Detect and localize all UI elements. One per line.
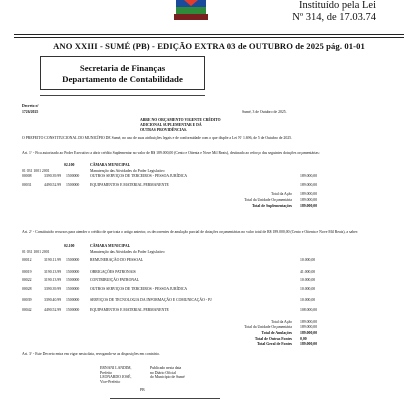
element: 3190.13.99: [44, 269, 62, 274]
table-row: [22, 258, 402, 264]
table-row: [22, 174, 402, 180]
description: CONTRIBUIÇÃO PATRONAL: [90, 278, 140, 283]
func-name: Manutenção das Atividades do Poder Legislativo: [90, 168, 165, 173]
total-value: 189.000,00: [300, 197, 318, 202]
total-label: Total da Ação: [270, 192, 292, 197]
signature-center: PB: [140, 388, 145, 392]
description: OBRIGAÇÕES PATRONAIS: [90, 269, 136, 274]
department-line-1: Secretaria de Finanças: [79, 63, 166, 73]
decree-ementa-1: ABRE NO ORÇAMENTO VIGENTE CRÉDITO: [140, 118, 221, 122]
source: 1500000: [66, 269, 80, 274]
table-row: [22, 278, 402, 284]
value: 10.000,00: [300, 297, 316, 302]
department-rule: [40, 95, 205, 96]
element: 3190.11.99: [44, 258, 61, 263]
decree-number-label: Decreto nº: [22, 104, 39, 108]
total-label: Total de Suplementações: [252, 203, 292, 208]
element: 4490.52.99: [44, 182, 62, 187]
ficha: 00019: [22, 269, 32, 274]
description: EQUIPAMENTOS E MATERIAL PERMANENTE: [90, 182, 169, 187]
source: 1500000: [66, 278, 80, 283]
org-name: CÂMARA MUNICIPAL: [90, 163, 131, 167]
source: 1500000: [66, 174, 80, 179]
description: EQUIPAMENTOS E MATERIAL PERMANENTE: [90, 308, 169, 313]
value: 189.000,00: [300, 174, 318, 179]
element: 3190.13.99: [44, 278, 62, 283]
description: SERVIÇOS DE TECNOLOGIA DA INFORMAÇÃO E COMUNICAÇÃO - PJ: [90, 297, 212, 302]
value: 10.000,00: [300, 258, 316, 263]
decree-ementa-2: ADICIONAL SUPLEMENTAR E DÁ: [140, 123, 202, 127]
table-row: [22, 270, 402, 276]
ficha: 00028: [22, 286, 32, 291]
publication-line-1: Publicado nesta data: [150, 366, 182, 370]
total-value: 189.000,00: [300, 319, 318, 324]
description: REMUNERAÇÃO DO PESSOAL: [90, 258, 144, 263]
element: 3390.40.99: [44, 297, 62, 302]
banner-top-rule-2: [14, 37, 404, 38]
institution-note: [292, 0, 376, 24]
total-label: Total da Ação: [270, 319, 292, 324]
department-line-2: Departamento de Contabilidade: [62, 74, 183, 84]
total-row: [22, 342, 402, 348]
total-label: Total da Unidade Orçamentária: [244, 325, 292, 330]
total-label: Total Geral de Fontes: [257, 342, 292, 347]
decree-art1: Art. 1º - Fica autorizado ao Poder Executivo a abrir crédito Suplementar no valor de R$ 189.000,00 (Cento e Oitenta e Nove Mil Reais), destinado ao reforço das seguintes dotações orçamentárias:: [22, 151, 320, 155]
total-label: Total da Unidade Orçamentária: [244, 197, 292, 202]
table-row: [22, 183, 402, 189]
signature-right: [150, 366, 185, 380]
ficha: 00031: [22, 182, 32, 187]
source: 1500000: [66, 308, 80, 313]
table-row: [22, 250, 402, 256]
description: OUTROS SERVIÇOS DE TERCEIROS - PESSOA JURÍDICA: [90, 286, 188, 291]
total-label: Total de Outras Fontes: [254, 336, 292, 341]
signature-rule: [110, 398, 220, 399]
decree-number: 1726/2025: [22, 110, 39, 114]
table-row: [22, 308, 402, 314]
annulment-table: [22, 244, 402, 348]
func-code: 01 031 1001 2001: [22, 168, 50, 173]
total-label: Total de Anulações: [261, 330, 292, 335]
value: 41.000,00: [300, 269, 316, 274]
edition-banner: [14, 28, 404, 54]
description: OUTROS SERVIÇOS DE TERCEIROS - PESSOA JURÍDICA: [90, 174, 188, 179]
total-row: [22, 204, 402, 210]
element: 3390.39.99: [44, 286, 62, 291]
value: 10.000,00: [300, 278, 316, 283]
decree-preamble: O PREFEITO CONSTITUCIONAL DO MUNICÍPIO DE Sumé, no uso de suas atribuições legais e de conformidade com o que dispõe a Lei Nº 1.696, de 5 de Outubro de 2025.: [22, 136, 292, 140]
func-code: 01 031 1001 2001: [22, 249, 50, 254]
signature-left: [100, 366, 131, 384]
total-value: 189.000,00: [300, 330, 318, 335]
municipal-crest-icon: [174, 0, 208, 20]
total-value: 189.000,00: [300, 192, 318, 197]
edition-banner-text: ANO XXIII - SUMÉ (PB) - EDIÇÃO EXTRA 03 de OUTUBRO de 2025 pág. 01-01: [53, 41, 365, 51]
element: 4490.52.99: [44, 308, 62, 313]
decree-art3: Art. 3º - Este Decreto entra em vigor nesta data, revogando-se as disposições em contrário.: [22, 352, 160, 356]
publication-line-2: no Diário Oficial: [150, 370, 176, 375]
ficha: 00022: [22, 278, 32, 283]
source: 1500000: [66, 297, 80, 302]
table-row: [22, 298, 402, 304]
publication-line-3: do Município de Sumé: [150, 375, 185, 380]
org-code: 02.100: [64, 163, 75, 167]
ficha: 00042: [22, 308, 32, 313]
org-name: CÂMARA MUNICIPAL: [90, 244, 131, 248]
value: 108.000,00: [300, 308, 318, 313]
signature-role-2: Vice-Prefeito: [100, 379, 121, 384]
org-code: 02.100: [64, 244, 75, 248]
institution-line-1: Instituído pela Lei: [299, 0, 376, 11]
banner-top-rule: [14, 34, 404, 35]
institution-line-2: Nº 314, de 17.03.74: [292, 12, 376, 23]
decree-ementa-3: OUTRAS PROVIDÊNCIAS.: [140, 128, 188, 132]
decree-art2: Art. 2º - Constituirão recursos para atender o crédito de que trata o artigo anterior, os decorrentes de anulação parcial de dotações orçamentárias no valor total de R$ 189.000,00 (Cento e Oitenta e Nove Mil Reais), a saber:: [22, 230, 359, 234]
func-name: Manutenção das Atividades do Poder Legislativo: [90, 249, 165, 254]
total-value: 0,00: [300, 336, 307, 341]
value: 189.000,00: [300, 182, 318, 187]
supplementation-table: [22, 163, 402, 209]
signature-name-2: LEONARDO JOSÉ,: [100, 375, 132, 380]
total-value: 189.000,00: [300, 325, 318, 330]
source: 1500000: [66, 182, 80, 187]
ficha: 00008: [22, 174, 32, 179]
source: 1500000: [66, 258, 80, 263]
decree-date: Sumé, 3 de Outubro de 2025.: [242, 110, 287, 114]
department-box: [40, 56, 205, 90]
total-value: 189.000,00: [300, 342, 318, 347]
total-value: 189.000,00: [300, 203, 318, 208]
element: 3390.39.99: [44, 174, 62, 179]
ficha: 00012: [22, 258, 32, 263]
source: 1500000: [66, 286, 80, 291]
ficha: 00039: [22, 297, 32, 302]
table-row: [22, 287, 402, 293]
value: 10.000,00: [300, 286, 316, 291]
signature-name-1: ERNANI LANDIM,: [100, 366, 132, 370]
signature-role-1: Prefeito: [100, 370, 113, 375]
